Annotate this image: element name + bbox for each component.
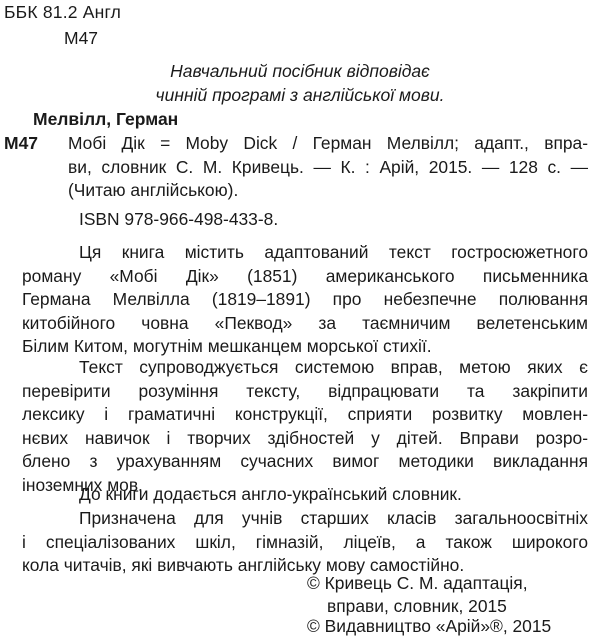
catalog-code: М47 [4,133,39,153]
annotation-line: кола читачів, які вивчають англійську мову самостійно. [22,555,465,575]
annotation-line: роману «Мобі Дік» (1851) американського письменника [22,265,588,286]
copyright-adaptation-cont: вправи, словник, 2015 [327,596,507,616]
biblio-line: ви, словник С. М. Кривець. — К. : Арій, 2015. — 128 с. — [68,156,588,177]
author-sign-code: М47 [64,28,99,48]
annotation-line: Білим Китом, могутнім мешканцем морської стихії. [22,336,432,356]
annotation-paragraph-3 [22,483,588,507]
annotation-paragraph-1 [22,241,588,359]
annotation-line: Германа Мелвілла (1819–1891) про небезпечне полювання [22,289,588,309]
annotation-paragraph-2 [22,356,588,497]
approval-note-line-2: чинній програмі з англійської мови. [155,85,445,105]
bibliographic-description [68,132,588,203]
copyright-adaptation: © Кривець С. М. адаптація, [307,573,528,593]
annotation-line: перевірити розуміння тексту, відпрацювати та закріпити [22,380,588,401]
annotation-line: нєвих навичок і творчих здібностей у дітей. Вправи розро- [22,427,588,448]
author-heading: Мелвілл, Герман [33,109,179,129]
annotation-paragraph-4 [22,507,588,578]
annotation-line: блено з урахуванням сучасних вимог методики викладання [22,451,588,471]
approval-note-line-1: Навчальний посібник відповідає [170,61,430,81]
annotation-line: китобійного човна «Пеквод» за таємничим велетенським [22,312,588,333]
biblio-line: Мобі Дік = Moby Dick / Герман Мелвілл; адапт., впра- [68,133,588,153]
annotation-line: і спеціалізованих шкіл, гімназій, ліцеїв, а також широкого [22,531,588,552]
annotation-line: Ця книга містить адаптований текст гостросюжетного [79,242,588,262]
copyright-publisher: © Видавництво «Арій»®, 2015 [307,616,552,636]
annotation-line: Текст супроводжується системою вправ, метою яких є [79,357,588,377]
annotation-line: лексику і граматичні конструкції, сприяти розвитку мовлен- [22,404,588,424]
annotation-line: До книги додається англо-український словник. [79,484,462,504]
bbk-code: ББК 81.2 Англ [4,2,122,22]
isbn: ISBN 978-966-498-433-8. [79,209,279,229]
annotation-line: Призначена для учнів старших класів загальноосвітніх [79,508,588,528]
biblio-line: (Читаю англійською). [68,180,239,200]
annotation-line: іноземних мов. [22,474,143,495]
